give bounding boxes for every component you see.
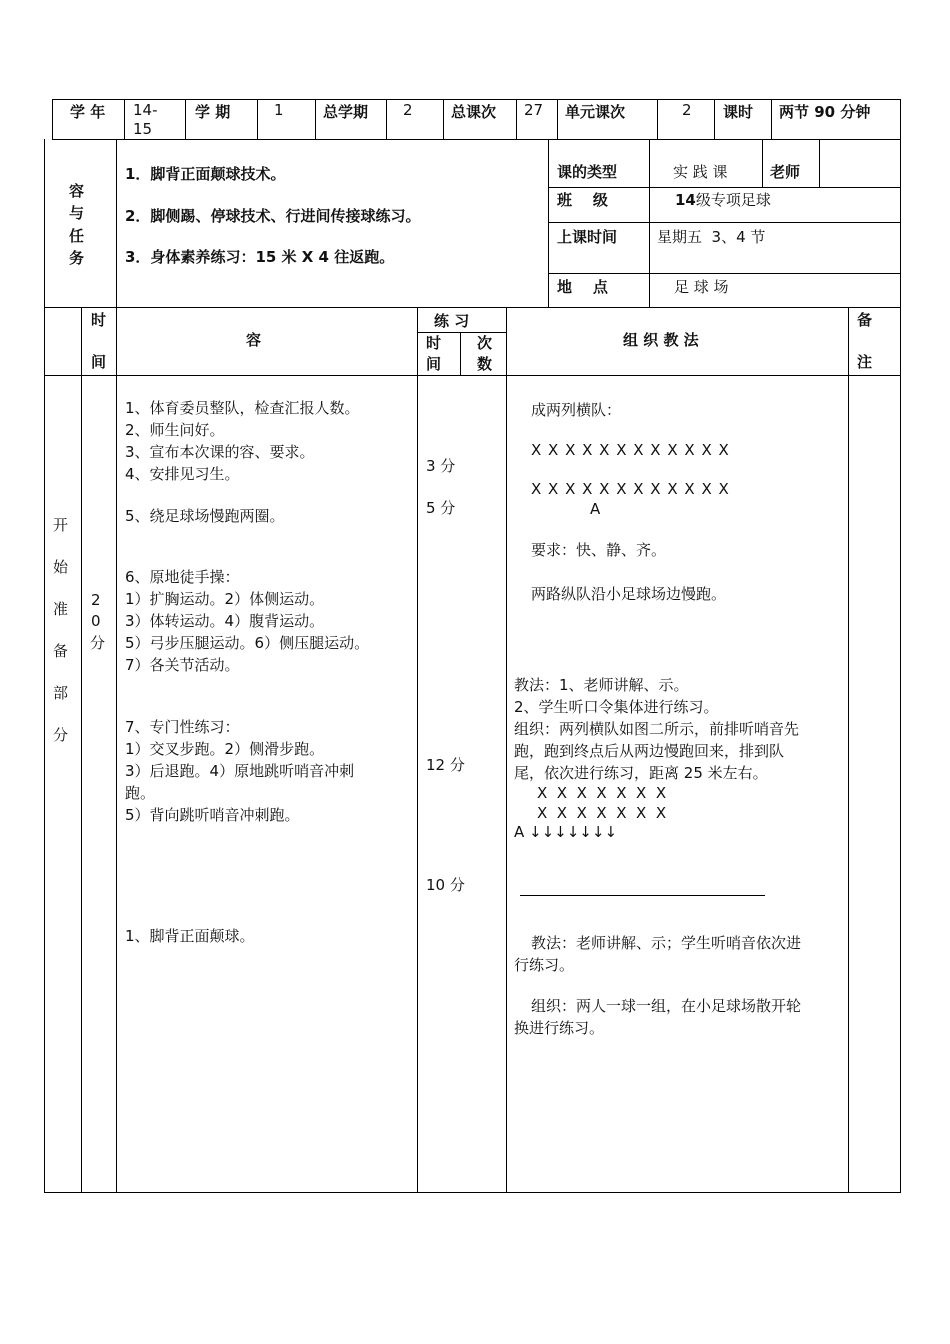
method-line: 换进行练习。 — [514, 1019, 605, 1037]
formation-row: X X X X X X X — [537, 804, 667, 822]
term-value: 1 — [274, 101, 284, 119]
method-line: 2、学生听口令集体进行练习。 — [514, 698, 719, 716]
header-divider — [386, 99, 387, 140]
task-side-label-char: 与 — [69, 204, 85, 222]
info-row-border — [548, 222, 900, 223]
field-line — [520, 895, 765, 896]
time-label: 上课时间 — [557, 228, 618, 246]
method-line: 要求：快、静、齐。 — [531, 541, 667, 559]
class-value-text: 级专项足球 — [695, 191, 771, 209]
lesson-type-value: 实 践 课 — [673, 163, 728, 181]
content-column-label: 容 — [246, 331, 262, 349]
content-line: 5）背向跳听哨音冲刺跑。 — [125, 806, 300, 824]
method-line: 行练习。 — [514, 956, 575, 974]
total-term-label: 总学期 — [323, 103, 369, 121]
practice-time: 5 分 — [426, 499, 456, 517]
teacher-label: 老师 — [770, 163, 801, 181]
task-item: 3．身体素养练习：15 米 X 4 往返跑。 — [125, 248, 395, 266]
column-header-bottom-border — [44, 375, 901, 376]
time-value: 星期五 3、4 节 — [657, 228, 766, 246]
header-divider — [124, 99, 125, 140]
info-divider — [762, 139, 763, 187]
column-divider — [460, 332, 461, 375]
section-duration: 2 — [91, 591, 101, 609]
class-hours-value: 两节 90 分钟 — [779, 103, 871, 121]
column-divider — [506, 307, 507, 1193]
task-item: 1．脚背正面颠球技术。 — [125, 165, 286, 183]
content-line: 1、体育委员整队，检查汇报人数。 — [125, 399, 360, 417]
section-name-char: 分 — [53, 726, 69, 744]
method-line: 成两列横队： — [531, 401, 622, 419]
practice-time-label: 时 — [426, 334, 442, 352]
column-divider — [81, 307, 82, 1193]
formation-arrows: A ↓↓↓↓↓↓↓ — [514, 823, 618, 841]
header-divider — [771, 99, 772, 140]
content-line: 3）体转运动。4）腹背运动。 — [125, 612, 325, 630]
task-side-label-char: 务 — [69, 249, 85, 267]
info-row-border — [548, 187, 900, 188]
practice-time: 10 分 — [426, 876, 465, 894]
total-lessons-value: 27 — [524, 101, 544, 119]
lesson-type-label: 课的类型 — [557, 163, 618, 181]
year-value: 14- 15 — [133, 101, 158, 138]
practice-column-label: 练 习 — [434, 312, 470, 330]
content-line: 跑。 — [125, 784, 156, 802]
content-line: 5）弓步压腿运动。6）侧压腿运动。 — [125, 634, 370, 652]
practice-count-label: 数 — [477, 355, 493, 373]
formation-row: X X X X X X X X X X X X — [531, 480, 730, 498]
unit-lessons-value: 2 — [682, 101, 692, 119]
header-divider — [257, 99, 258, 140]
header-top-border — [52, 99, 901, 100]
practice-time-label: 间 — [426, 355, 442, 373]
content-line: 5、绕足球场慢跑两圈。 — [125, 507, 285, 525]
practice-count-label: 次 — [477, 334, 493, 352]
header-divider — [657, 99, 658, 140]
section-name-char: 准 — [53, 600, 69, 618]
class-value — [675, 189, 771, 211]
task-bottom-border — [44, 307, 901, 308]
header-divider — [900, 99, 901, 140]
practice-time: 12 分 — [426, 756, 465, 774]
content-line: 7、专门性练习： — [125, 718, 240, 736]
method-line: 组织：两列横队如图二所示，前排听哨音先 — [514, 720, 800, 738]
content-line: 6、原地徒手操： — [125, 568, 240, 586]
task-side-label-char: 容 — [69, 182, 85, 200]
practice-time: 3 分 — [426, 457, 456, 475]
time-column-label: 时 — [91, 311, 107, 329]
task-item: 2．脚侧踢、停球技术、行进间传接球练习。 — [125, 207, 421, 225]
header-divider — [516, 99, 517, 140]
header-divider — [714, 99, 715, 140]
formation-teacher-marker: A — [590, 500, 601, 518]
header-bottom-border — [52, 139, 901, 140]
content-line: 3、宣布本次课的容、要求。 — [125, 443, 315, 461]
table-left-border — [44, 139, 45, 1193]
content-line: 1）扩胸运动。2）体侧运动。 — [125, 590, 325, 608]
place-value: 足 球 场 — [674, 278, 729, 296]
method-column-label: 组 织 教 法 — [623, 331, 699, 349]
method-line: 跑，跑到终点后从两边慢跑回来，排到队 — [514, 742, 785, 760]
section-duration: 0 — [91, 612, 101, 630]
header-divider — [52, 99, 53, 140]
table-bottom-border — [44, 1192, 901, 1193]
section-name-char: 部 — [53, 684, 69, 702]
section-name-char: 开 — [53, 516, 69, 534]
task-side-label-char: 任 — [69, 227, 85, 245]
column-divider — [417, 307, 418, 1193]
content-line: 1、脚背正面颠球。 — [125, 927, 255, 945]
formation-row: X X X X X X X X X X X X — [531, 441, 730, 459]
term-label: 学 期 — [195, 103, 231, 121]
info-row-border — [548, 273, 900, 274]
content-line: 7）各关节活动。 — [125, 656, 240, 674]
place-label: 地 点 — [557, 278, 608, 296]
method-line: 两路纵队沿小足球场边慢跑。 — [531, 585, 727, 603]
content-line: 4、安排见习生。 — [125, 465, 240, 483]
info-divider — [649, 139, 650, 307]
class-hours-label: 课时 — [723, 103, 754, 121]
class-label: 班 级 — [557, 191, 608, 209]
total-term-value: 2 — [403, 101, 413, 119]
header-divider — [185, 99, 186, 140]
method-line: 尾，依次进行练习，距离 25 米左右。 — [514, 764, 768, 782]
method-line: 组织：两人一球一组，在小足球场散开轮 — [531, 997, 802, 1015]
method-line: 教法：老师讲解、示；学生听哨音依次进 — [531, 934, 802, 952]
section-name-char: 备 — [53, 642, 69, 660]
header-divider — [557, 99, 558, 140]
column-divider — [848, 307, 849, 1193]
unit-lessons-label: 单元课次 — [565, 103, 626, 121]
column-divider — [116, 307, 117, 1193]
class-value-number: 14 — [675, 191, 696, 209]
table-right-border — [900, 139, 901, 1193]
method-line: 教法：1、老师讲解、示。 — [514, 676, 689, 694]
formation-row: X X X X X X X — [537, 784, 667, 802]
header-divider — [443, 99, 444, 140]
section-name-char: 始 — [53, 558, 69, 576]
content-line: 2、师生问好。 — [125, 421, 225, 439]
info-divider — [819, 139, 820, 187]
section-duration: 分 — [90, 634, 106, 652]
time-column-label: 间 — [91, 353, 107, 371]
content-line: 1）交叉步跑。2）侧滑步跑。 — [125, 740, 325, 758]
header-divider — [315, 99, 316, 140]
content-line: 3）后退跑。4）原地跳听哨音冲刺 — [125, 762, 355, 780]
total-lessons-label: 总课次 — [451, 103, 497, 121]
year-label: 学 年 — [70, 103, 106, 121]
note-column-label: 备 — [857, 311, 873, 329]
note-column-label: 注 — [857, 353, 873, 371]
task-divider — [548, 139, 549, 307]
task-divider — [116, 139, 117, 307]
